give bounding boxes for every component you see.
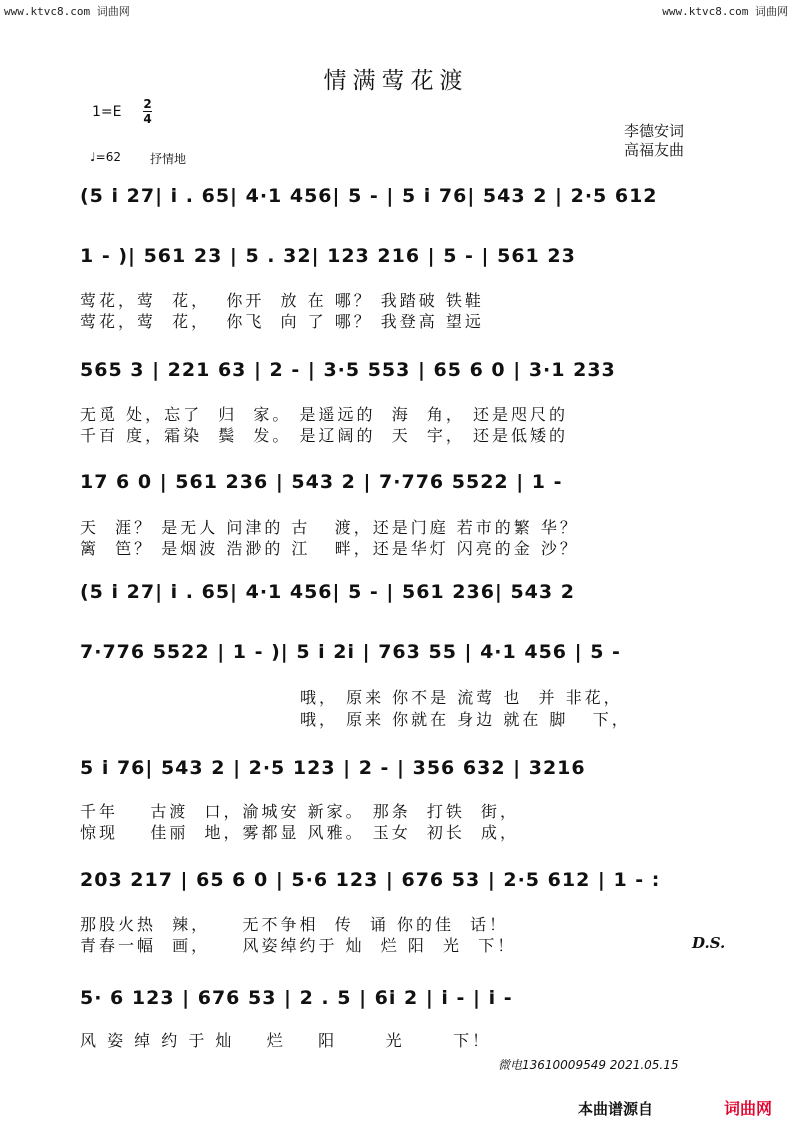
lyric-line-2a: 莺花，莺 花， 你开 放 在 哪？ 我踏破 铁鞋 [80,291,484,310]
notes: 1 - )| 561 23 | 5 . 32| 123 216 | 5 - | 561 23 [80,245,576,267]
notes: (5 i 27| i . 65| 4·1 456| 5 - | 5 i 76| 543 2 | 2·5 612 [80,185,658,207]
score-line-5 [80,574,716,614]
score-line-8 [80,862,716,902]
notes: 565 3 | 221 63 | 2 - | 3·5 553 | 65 6 0 | 3·1 233 [80,359,616,381]
site-watermark-left: www.ktvc8.com 词曲网 [4,5,130,18]
lyric-line-6b: 哦， 原来 你就在 身边 就在 脚 下， [300,710,631,729]
score-line-2 [80,238,716,278]
contact-and-date: 微电13610009549 2021.05.15 [498,1058,679,1072]
brand-logo: 词曲网 [724,1099,773,1118]
time-signature [143,98,152,125]
lyric-line-2b: 莺花，莺 花， 你飞 向 了 哪？ 我登高 望远 [80,312,484,331]
expression-marking: 抒情地 [150,152,187,166]
lyric-line-8b: 青春一幅 画， 风姿绰约于 灿 烂 阳 光 下！ [80,936,517,955]
notes: 5 i 76| 543 2 | 2·5 123 | 2 - | 356 632 | 3216 [80,757,586,779]
notes: 5· 6 123 | 676 53 | 2 . 5 | 6i 2 | i - | i - [80,987,513,1009]
credits [624,122,684,160]
lyric-line-3b: 千百 度，霜染 鬓 发。 是辽阔的 天 宇， 还是低矮的 [80,426,568,445]
score-line-9 [80,980,716,1020]
score-line-4 [80,464,716,504]
meter-top: 2 [143,97,152,111]
source-label: 本曲谱源自 [578,1100,654,1118]
score-line-7 [80,750,716,790]
song-title: 情满莺花渡 [323,68,469,94]
score-line-1 [80,178,716,218]
lyric-line-7b: 惊现 佳丽 地，雾都显 风雅。 玉女 初长 成， [80,823,520,842]
lyric-line-9: 风 姿 绰 约 于 灿 烂 阳 光 下！ [80,1031,492,1050]
site-watermark-right: www.ktvc8.com 词曲网 [662,5,788,18]
notes: 203 217 | 65 6 0 | 5·6 123 | 676 53 | 2·5 612 | 1 - : [80,869,661,891]
composer: 高福友曲 [624,141,685,159]
lyric-line-3a: 无觅 处，忘了 归 家。 是遥远的 海 角， 还是咫尺的 [80,405,568,424]
score-line-6 [80,634,716,674]
dal-segno-marking: D.S. [692,934,726,952]
notes: (5 i 27| i . 65| 4·1 456| 5 - | 561 236| 543 2 [80,581,575,603]
score-line-3 [80,352,716,392]
lyric-line-8a: 那股火热 辣， 无不争相 传 诵 你的佳 话！ [80,915,509,934]
lyric-line-4b: 篱 笆？ 是烟波 浩渺的 江 畔，还是华灯 闪亮的金 沙？ [80,539,579,558]
lyric-line-4a: 天 涯？ 是无人 问津的 古 渡，还是门庭 若市的繁 华？ [80,518,579,537]
lyricist: 李德安词 [624,122,685,140]
tempo-marking: ♩=62 [90,150,121,164]
meter-bottom: 4 [143,112,152,126]
lyric-line-6a: 哦， 原来 你不是 流莺 也 并 非花， [300,688,623,707]
lyric-line-7a: 千年 古渡 口，渝城安 新家。 那条 打铁 街， [80,802,520,821]
notes: 7·776 5522 | 1 - )| 5 i 2i | 763 55 | 4·1 456 | 5 - [80,641,621,663]
key-signature: 1=E [92,104,122,120]
notes: 17 6 0 | 561 236 | 543 2 | 7·776 5522 | 1 - [80,471,563,493]
